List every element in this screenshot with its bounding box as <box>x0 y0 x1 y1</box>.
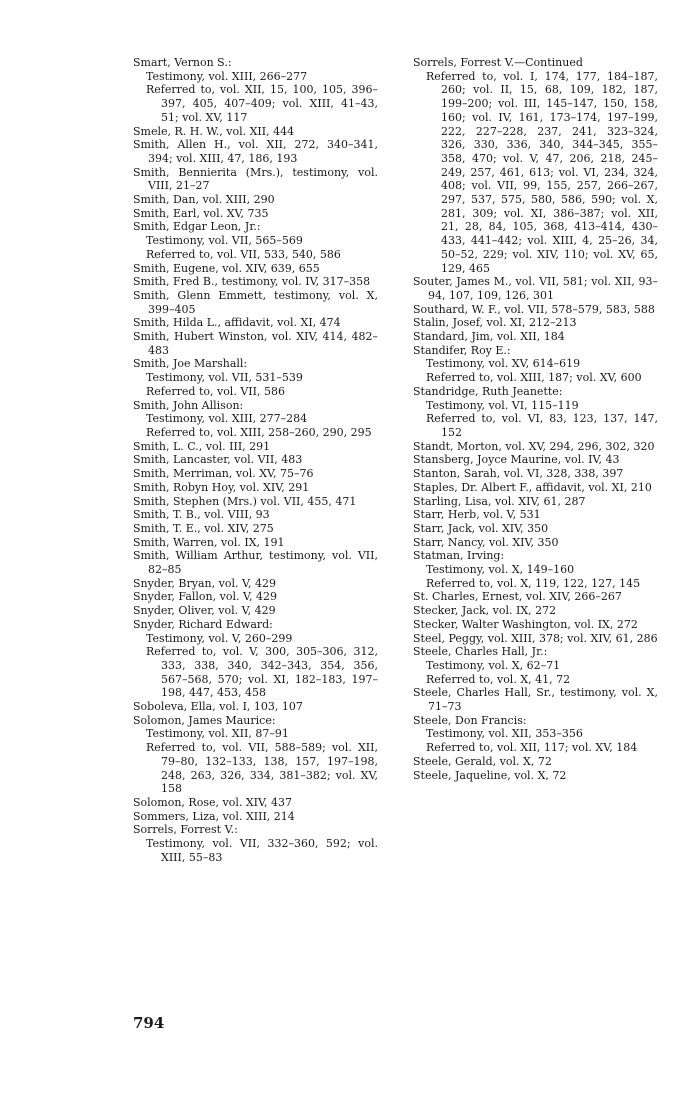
index-entry: Starr, Herb, vol. V, 531 <box>413 508 541 522</box>
index-entry: Snyder, Fallon, vol. V, 429 <box>133 590 277 604</box>
index-entry: Smith, John Allison: <box>133 398 244 412</box>
index-subentry: Testimony, vol. V, 260–299 <box>146 631 293 645</box>
index-subentry: Testimony, vol. VI, 115–119 <box>426 398 579 412</box>
index-subentry: Referred to, vol. V, 300, 305–306, 312, 333, 338, 340, 342–343, 354, 356, 567–568, 570; vol. XI, 182–183, 197–198, 447, 453, 458 <box>146 645 378 700</box>
index-entry: Smith, L. C., vol. III, 291 <box>133 439 271 453</box>
index-entry: Soboleva, Ella, vol. I, 103, 107 <box>133 700 303 714</box>
index-subentry: Testimony, vol. XII, 353–356 <box>426 727 583 741</box>
index-entry: Souter, James M., vol. VII, 581; vol. XII, 93–94, 107, 109, 126, 301 <box>413 275 658 302</box>
index-entry: Smith, Warren, vol. IX, 191 <box>133 535 285 549</box>
index-entry: Steele, Don Francis: <box>413 713 527 727</box>
index-subentry: Testimony, vol. XIII, 266–277 <box>146 69 308 83</box>
index-entry: Starling, Lisa, vol. XIV, 61, 287 <box>413 494 586 508</box>
index-entry: Smith, Allen H., vol. XII, 272, 340–341, 394; vol. XIII, 47, 186, 193 <box>133 138 378 165</box>
index-entry: St. Charles, Ernest, vol. XIV, 266–267 <box>413 590 622 604</box>
index-entry: Smith, Dan, vol. XIII, 290 <box>133 193 275 207</box>
left-column <box>133 56 378 864</box>
index-subentry: Referred to, vol. XIII, 187; vol. XV, 600 <box>426 371 642 385</box>
index-subentry: Referred to, vol. VII, 586 <box>146 384 285 398</box>
index-subentry: Referred to, vol. X, 119, 122, 127, 145 <box>426 576 641 590</box>
index-subentry: Referred to, vol. XII, 117; vol. XV, 184 <box>426 741 638 755</box>
index-entry: Staples, Dr. Albert F., affidavit, vol. XI, 210 <box>413 480 652 494</box>
index-entry: Standridge, Ruth Jeanette: <box>413 384 563 398</box>
index-entry: Smith, William Arthur, testimony, vol. VII, 82–85 <box>133 549 378 577</box>
index-entry: Smith, Eugene, vol. XIV, 639, 655 <box>133 261 320 275</box>
index-subentry: Referred to, vol. VII, 588–589; vol. XII, 79–80, 132–133, 138, 157, 197–198, 248, 263, 326, 334, 381–382; vol. XV, 158 <box>146 741 378 796</box>
index-entry: Smith, Earl, vol. XV, 735 <box>133 206 269 220</box>
index-subentry: Testimony, vol. XII, 87–91 <box>146 727 289 741</box>
index-entry: Solomon, James Maurice: <box>133 713 276 727</box>
index-subentry: Testimony, vol. X, 149–160 <box>426 563 575 577</box>
index-entry: Smith, Fred B., testimony, vol. IV, 317–358 <box>133 275 371 289</box>
index-entry: Steel, Peggy, vol. XIII, 378; vol. XIV, 61, 286 <box>413 631 658 645</box>
index-entry: Stanton, Sarah, vol. VI, 328, 338, 397 <box>413 467 624 481</box>
index-entry: Stecker, Walter Washington, vol. IX, 272 <box>413 617 638 631</box>
index-entry: Smith, T. E., vol. XIV, 275 <box>133 521 274 535</box>
index-entry: Smith, Hubert Winston, vol. XIV, 414, 482–483 <box>133 330 378 357</box>
index-entry: Snyder, Oliver, vol. V, 429 <box>133 604 276 618</box>
index-subentry: Testimony, vol. VII, 332–360, 592; vol. XIII, 55–83 <box>146 837 378 864</box>
index-entry: Stecker, Jack, vol. IX, 272 <box>413 604 557 618</box>
right-column <box>413 56 658 782</box>
index-entry: Snyder, Richard Edward: <box>133 617 273 631</box>
index-subentry: Testimony, vol. X, 62–71 <box>426 658 561 672</box>
index-subentry: Referred to, vol. I, 174, 177, 184–187, 260; vol. II, 15, 68, 109, 182, 187, 199–200; vol. III, 145–147, 150, 158, 160; vol. IV, 161, 173–174, 197–199, 222, 227–228, 237, 241, 323–324, 326, 330, 336, 340, 344–345, 355–358, 470; vol. V, 47, 206, 218, 245–249, 257, 461, 613; vol. VI, 234, 324, 408; vol. VII, 99, 155, 257, 266–267, 297, 537, 575, 580, 586, 590; vol. X, 281, 309; vol. XI, 386–387; vol. XII, 21, 28, 84, 105, 368, 413–414, 430–433, 441–442; vol. XIII, 4, 25–26, 34, 50–52, 229; vol. XIV, 110; vol. XV, 65, 129, 465 <box>426 69 658 275</box>
index-entry: Smith, T. B., vol. VIII, 93 <box>133 508 270 522</box>
index-entry: Steele, Charles Hall, Sr., testimony, vol. X, 71–73 <box>413 686 658 714</box>
index-entry: Starr, Jack, vol. XIV, 350 <box>413 521 549 535</box>
index-entry: Standt, Morton, vol. XV, 294, 296, 302, 320 <box>413 439 655 453</box>
index-entry: Stansberg, Joyce Maurine, vol. IV, 43 <box>413 453 620 467</box>
index-entry: Solomon, Rose, vol. XIV, 437 <box>133 795 293 809</box>
index-subentry: Referred to, vol. VI, 83, 123, 137, 147, 152 <box>426 412 658 439</box>
index-subentry: Referred to, vol. X, 41, 72 <box>426 672 571 686</box>
index-entry: Standifer, Roy E.: <box>413 343 511 357</box>
index-entry: Steele, Gerald, vol. X, 72 <box>413 754 552 768</box>
index-entry: Smith, Stephen (Mrs.) vol. VII, 455, 471 <box>133 494 357 508</box>
index-entry: Snyder, Bryan, vol. V, 429 <box>133 576 276 590</box>
index-entry: Starr, Nancy, vol. XIV, 350 <box>413 535 559 549</box>
index-entry: Sommers, Liza, vol. XIII, 214 <box>133 809 295 823</box>
index-entry: Sorrels, Forrest V.—Continued <box>413 56 583 69</box>
page-number: 794 <box>133 1014 165 1032</box>
index-entry: Sorrels, Forrest V.: <box>133 823 238 837</box>
index-entry: Smith, Glenn Emmett, testimony, vol. X, 399–405 <box>133 288 378 316</box>
index-entry: Stalin, Josef, vol. XI, 212–213 <box>413 316 577 330</box>
index-entry: Smith, Joe Marshall: <box>133 357 248 371</box>
index-entry: Smith, Bennierita (Mrs.), testimony, vol. VIII, 21–27 <box>133 165 378 193</box>
index-entry: Smele, R. H. W., vol. XII, 444 <box>133 124 295 138</box>
index-subentry: Testimony, vol. XV, 614–619 <box>426 357 581 371</box>
index-subentry: Referred to, vol. XII, 15, 100, 105, 396–397, 405, 407–409; vol. XIII, 41–43, 51; vol. XV, 117 <box>146 83 378 124</box>
index-entry: Southard, W. F., vol. VII, 578–579, 583, 588 <box>413 302 655 316</box>
index-entry: Smith, Hilda L., affidavit, vol. XI, 474 <box>133 316 341 330</box>
index-subentry: Testimony, vol. VII, 565–569 <box>146 234 303 248</box>
index-entry: Steele, Jaqueline, vol. X, 72 <box>413 768 567 782</box>
index-entry: Smith, Lancaster, vol. VII, 483 <box>133 453 303 467</box>
index-subentry: Referred to, vol. XIII, 258–260, 290, 295 <box>146 425 372 439</box>
index-subentry: Referred to, vol. VII, 533, 540, 586 <box>146 247 341 261</box>
index-entry: Smart, Vernon S.: <box>133 56 232 69</box>
index-entry: Steele, Charles Hall, Jr.: <box>413 645 548 659</box>
index-subentry: Testimony, vol. XIII, 277–284 <box>146 412 308 426</box>
index-entry: Standard, Jim, vol. XII, 184 <box>413 330 565 344</box>
index-entry: Smith, Merriman, vol. XV, 75–76 <box>133 467 314 481</box>
index-subentry: Testimony, vol. VII, 531–539 <box>146 371 303 385</box>
index-entry: Smith, Robyn Hoy, vol. XIV, 291 <box>133 480 310 494</box>
index-entry: Statman, Irving: <box>413 549 505 563</box>
index-entry: Smith, Edgar Leon, Jr.: <box>133 220 261 234</box>
